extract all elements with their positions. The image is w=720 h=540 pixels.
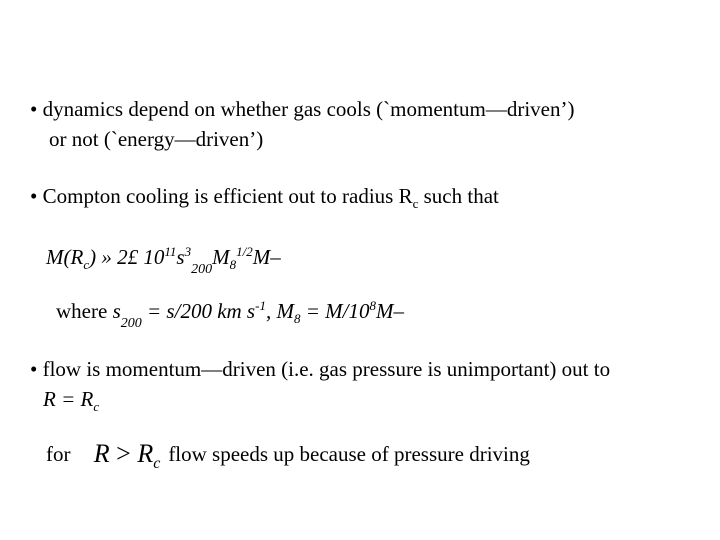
formula-mass-m8: M — [212, 245, 230, 269]
bullet-flow-line2 — [43, 386, 99, 412]
formula-r: R — [93, 439, 110, 469]
for-tail: flow speeds up because of pressure driving — [168, 442, 530, 466]
bullet-compton-post: such that — [418, 184, 499, 208]
formula-where-sub8: 8 — [293, 311, 301, 326]
for-line — [46, 439, 530, 473]
bullet-compton-sub: c — [412, 196, 419, 211]
formula-mass-exp11: 11 — [164, 244, 177, 259]
formula-mass-approx: » 2£ 10 — [96, 245, 165, 269]
bullet-compton — [30, 183, 499, 209]
formula-mass-exp3: 3 — [184, 244, 192, 259]
formula-rc-sub: c — [153, 455, 161, 473]
formula-where-exp-1: -1 — [255, 298, 266, 313]
formula-mass-msun: M– — [252, 245, 281, 269]
formula-where-exp8: 8 — [369, 298, 376, 313]
formula-where-sigma: s — [112, 299, 121, 323]
formula-where-eq2: = M/10 — [300, 299, 370, 323]
formula-where-eq1pre: = — [141, 299, 167, 323]
formula-r-equals: R = R — [43, 387, 94, 411]
formula-rc: R — [137, 439, 154, 469]
formula-mass-sub8: 8 — [229, 257, 237, 272]
formula-where-eq1post: /200 km s — [174, 299, 256, 323]
bullet-compton-pre: • Compton cooling is efficient out to radius R — [30, 184, 413, 208]
formula-mass-m: M(R — [46, 245, 84, 269]
formula-mass — [46, 244, 281, 277]
formula-r-gt-rc — [93, 439, 161, 473]
formula-mass-sigma: s — [176, 245, 185, 269]
formula-where-msun: M– — [375, 299, 404, 323]
formula-mass-close: ) — [89, 245, 97, 269]
formula-mass-c: c — [83, 257, 90, 272]
formula-mass-exp12: 1/2 — [236, 244, 253, 259]
bullet-flow-line1: • flow is momentum—driven (i.e. gas pressure is unimportant) out to — [30, 357, 611, 381]
formula-where-sub200: 200 — [120, 316, 142, 331]
formula-where-sigma2: s — [166, 299, 175, 323]
for-word: for — [46, 442, 76, 466]
formula-r-sub: c — [93, 399, 100, 414]
formula-mass-sub200: 200 — [191, 262, 213, 277]
bullet-dynamics-line2: or not (`energy—driven’) — [49, 127, 264, 151]
formula-where — [56, 298, 404, 331]
formula-gt: > — [109, 439, 138, 469]
formula-where-word: where — [56, 299, 113, 323]
formula-where-comma: , M — [265, 299, 294, 323]
bullet-dynamics-line1: • dynamics depend on whether gas cools (`momentum—driven’) — [30, 97, 575, 121]
